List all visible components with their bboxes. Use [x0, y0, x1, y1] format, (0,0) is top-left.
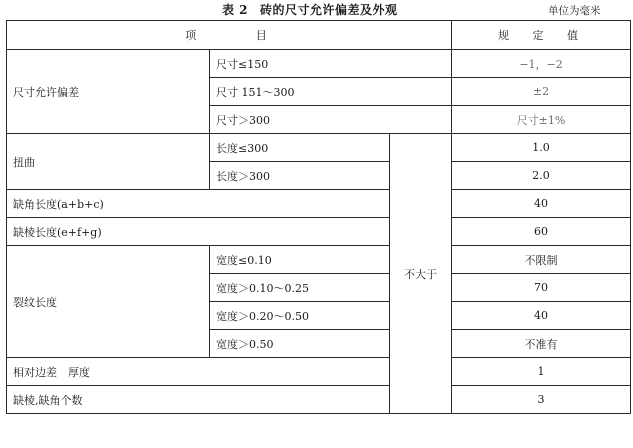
- condition-cell: 宽度＞0.50: [210, 330, 390, 358]
- value-cell: 60: [452, 218, 631, 246]
- condition-cell: 尺寸≤150: [210, 50, 452, 78]
- not-greater-than-cell: 不大于: [390, 134, 452, 414]
- table-row: [7, 134, 631, 162]
- category-edge-corner-count: 缺棱,缺角个数: [7, 386, 390, 414]
- condition-cell: 宽度≤0.10: [210, 246, 390, 274]
- condition-cell: 尺寸 151～300: [210, 78, 452, 106]
- value-cell: 不限制: [452, 246, 631, 274]
- condition-cell: 尺寸＞300: [210, 106, 452, 134]
- value-cell: 3: [452, 386, 631, 414]
- condition-cell: 宽度＞0.10～0.25: [210, 274, 390, 302]
- value-cell: −1，−2: [452, 50, 631, 78]
- table-row: [7, 50, 631, 78]
- table-title-text: 砖的尺寸允许偏差及外观: [260, 3, 398, 17]
- category-relative-edge: 相对边差 厚度: [7, 358, 390, 386]
- value-cell: ±2: [452, 78, 631, 106]
- unit-note: 单位为毫米: [548, 5, 601, 17]
- value-cell: 1.0: [452, 134, 631, 162]
- condition-cell: 长度≤300: [210, 134, 390, 162]
- condition-cell: 长度＞300: [210, 162, 390, 190]
- spec-table: [6, 20, 631, 414]
- value-cell: 尺寸±1%: [452, 106, 631, 134]
- table-title: [222, 1, 398, 18]
- header-row: [7, 21, 631, 50]
- table-number: 表 2: [222, 3, 249, 17]
- value-cell: 2.0: [452, 162, 631, 190]
- category-crack: 裂纹长度: [7, 246, 210, 358]
- table-row: [7, 218, 631, 246]
- header-item: 项 目: [7, 21, 452, 50]
- category-warp: 扭曲: [7, 134, 210, 190]
- header-value: 规 定 值: [452, 21, 631, 50]
- condition-cell: 宽度＞0.20～0.50: [210, 302, 390, 330]
- table-row: [7, 246, 631, 274]
- value-cell: 70: [452, 274, 631, 302]
- category-size-deviation: 尺寸允许偏差: [7, 50, 210, 134]
- value-cell: 1: [452, 358, 631, 386]
- table-caption: [0, 0, 633, 18]
- category-corner-missing: 缺角长度(a+b+c): [7, 190, 390, 218]
- value-cell: 不准有: [452, 330, 631, 358]
- table-row: [7, 190, 631, 218]
- value-cell: 40: [452, 190, 631, 218]
- category-edge-missing: 缺棱长度(e+f+g): [7, 218, 390, 246]
- value-cell: 40: [452, 302, 631, 330]
- table-row: [7, 358, 631, 386]
- table-row: [7, 386, 631, 414]
